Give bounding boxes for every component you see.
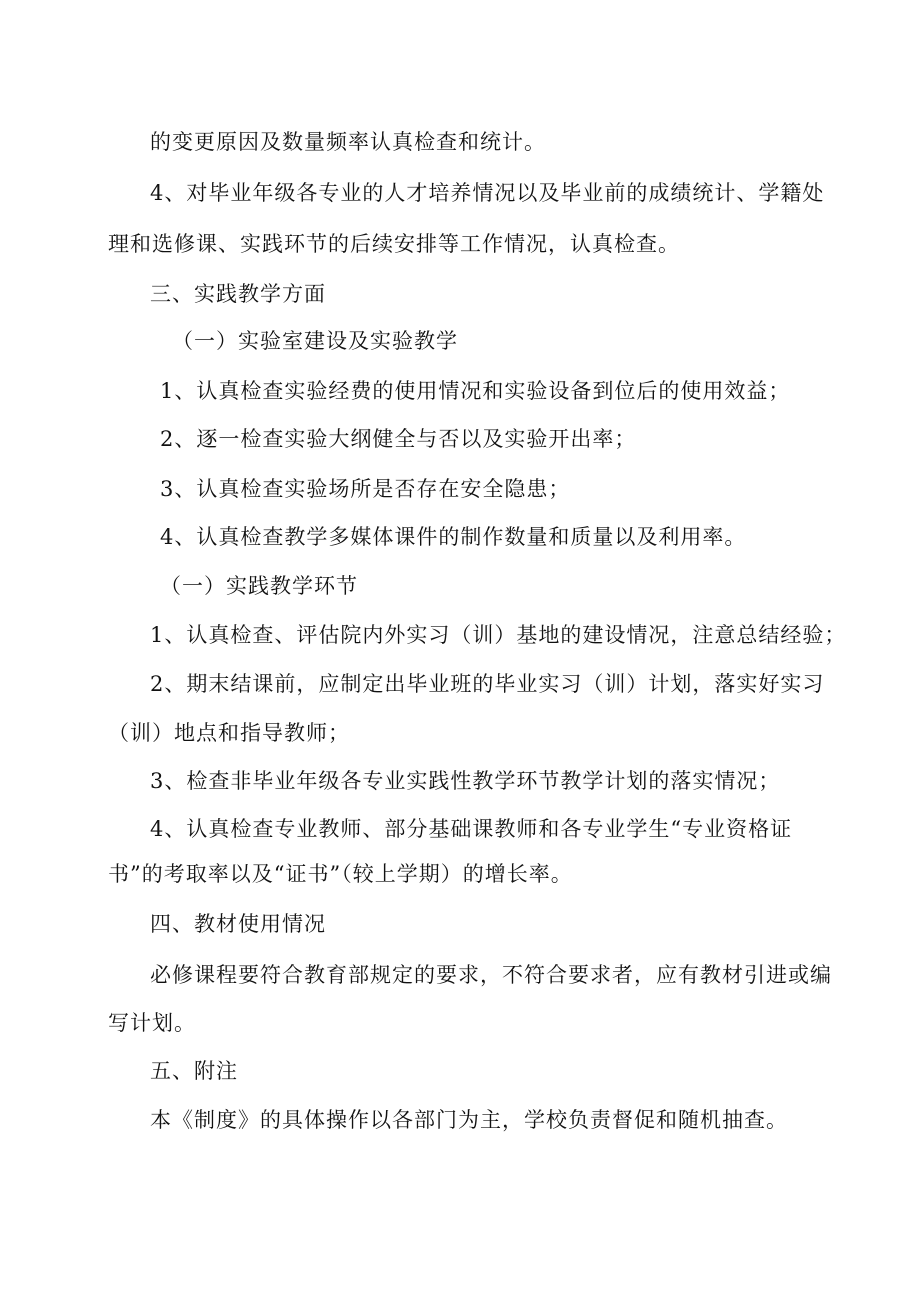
text-line-16: 书”的考取率以及“证书”（较上学期）的增长率。 [108,862,573,886]
text-line-2: 4、对毕业年级各专业的人才培养情况以及毕业前的成绩统计、学籍处 [150,181,825,205]
text-line-1: 的变更原因及数量频率认真检查和统计。 [150,130,546,154]
text-line-14: 3、检查非毕业年级各专业实践性教学环节教学计划的落实情况； [150,769,781,793]
text-line-7: 2、逐一检查实验大纲健全与否以及实验开出率； [160,427,637,451]
section-heading-4: 四、教材使用情况 [150,912,326,936]
text-line-12: 2、期末结课前，应制定出毕业班的毕业实习（训）计划，落实好实习 [150,672,825,696]
text-line-18: 必修课程要符合教育部规定的要求，不符合要求者，应有教材引进或编 [150,963,832,987]
text-line-9: 4、认真检查教学多媒体课件的制作数量和质量以及利用率。 [160,525,747,549]
text-line-21: 本《制度》的具体操作以各部门为主，学校负责督促和随机抽查。 [150,1108,788,1132]
text-line-11: 1、认真检查、评估院内外实习（训）基地的建设情况，注意总结经验； [150,623,847,647]
text-line-6: 1、认真检查实验经费的使用情况和实验设备到位后的使用效益； [160,379,791,403]
section-heading-3: 三、实践教学方面 [150,282,326,306]
text-line-3: 理和选修课、实践环节的后续安排等工作情况，认真检查。 [108,232,680,256]
text-line-19: 写计划。 [108,1011,196,1035]
subsection-heading-1: （一）实验室建设及实验教学 [172,329,458,353]
section-heading-5: 五、附注 [150,1059,238,1083]
subsection-heading-2: （一）实践教学环节 [160,574,358,598]
text-line-8: 3、认真检查实验场所是否存在安全隐患； [160,477,571,501]
text-line-15: 4、认真检查专业教师、部分基础课教师和各专业学生“专业资格证 [150,817,793,841]
text-line-13: （训）地点和指导教师； [108,721,350,745]
